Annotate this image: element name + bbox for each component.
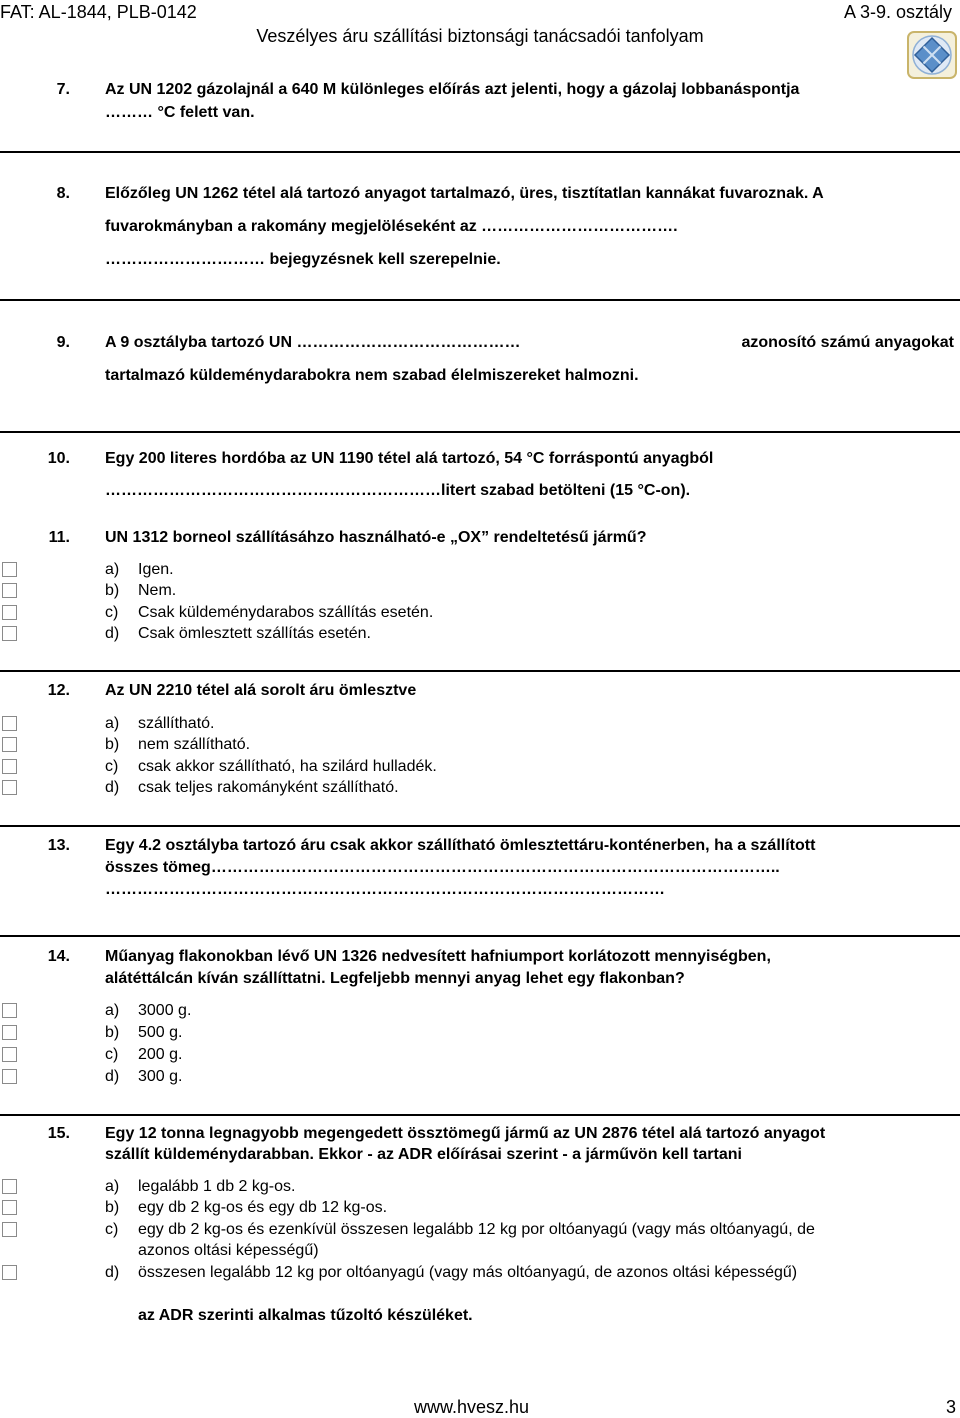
question-11-option-b[interactable] bbox=[0, 580, 960, 602]
question-15-option-b[interactable] bbox=[0, 1197, 960, 1219]
question-10-number: 10. bbox=[47, 450, 70, 467]
separator bbox=[0, 151, 960, 153]
answer-checkbox[interactable] bbox=[2, 1003, 17, 1018]
option-letter: b) bbox=[105, 1024, 120, 1041]
answer-checkbox[interactable] bbox=[2, 1069, 17, 1084]
option-text: egy db 2 kg-os és ezenkívül összesen legalább 12 kg por oltóanyagú (vagy más oltóanyagú, de bbox=[138, 1221, 815, 1238]
option-text: Nem. bbox=[138, 582, 177, 599]
question-15-number: 15. bbox=[47, 1125, 70, 1142]
answer-checkbox[interactable] bbox=[2, 716, 17, 731]
option-letter: c) bbox=[105, 758, 119, 775]
question-8-line-3: ………………………… bejegyzésnek kell szerepelnie. bbox=[105, 251, 501, 268]
answer-checkbox[interactable] bbox=[2, 605, 17, 620]
option-text: egy db 2 kg-os és egy db 12 kg-os. bbox=[138, 1199, 388, 1216]
option-text: Csak ömlesztett szállítás esetén. bbox=[138, 625, 371, 642]
question-15-line-1: Egy 12 tonna legnagyobb megengedett össztömegű jármű az UN 2876 tétel alá tartozó anyagot bbox=[105, 1125, 826, 1142]
option-letter: b) bbox=[105, 736, 120, 753]
question-11-text: UN 1312 borneol szállításáhzo használható-e „OX” rendeltetésű jármű? bbox=[105, 529, 647, 546]
question-13-line-2: összes tömeg…………………………………………………………………………………………….. bbox=[105, 859, 780, 876]
question-9-line-1a: A 9 osztályba tartozó UN …………………………………… bbox=[105, 334, 521, 351]
option-letter: d) bbox=[105, 1068, 120, 1085]
answer-checkbox[interactable] bbox=[2, 737, 17, 752]
question-11-option-d[interactable] bbox=[0, 623, 960, 645]
option-letter: c) bbox=[105, 1046, 119, 1063]
question-11-option-a[interactable] bbox=[0, 559, 960, 581]
option-letter: c) bbox=[105, 1221, 119, 1238]
option-letter: b) bbox=[105, 1199, 120, 1216]
question-15-option-c-continued bbox=[0, 1240, 960, 1262]
question-12-option-a[interactable] bbox=[0, 713, 960, 735]
question-14-option-b[interactable] bbox=[0, 1022, 960, 1044]
option-letter: d) bbox=[105, 779, 120, 796]
question-7-line-2: ……… °C felett van. bbox=[105, 104, 255, 121]
question-7-line-1: Az UN 1202 gázolajnál a 640 M különleges előírás azt jelenti, hogy a gázolaj lobbanáspontja bbox=[105, 81, 800, 98]
option-letter: d) bbox=[105, 1264, 120, 1281]
option-text: 3000 g. bbox=[138, 1002, 192, 1019]
question-12-option-b[interactable] bbox=[0, 734, 960, 756]
question-10-line-1: Egy 200 literes hordóba az UN 1190 tétel alá tartozó, 54 °C forráspontú anyagból bbox=[105, 450, 714, 467]
option-text: 200 g. bbox=[138, 1046, 183, 1063]
separator bbox=[0, 299, 960, 301]
option-text: 300 g. bbox=[138, 1068, 183, 1085]
question-12-option-d[interactable] bbox=[0, 777, 960, 799]
question-11-number: 11. bbox=[48, 529, 70, 546]
answer-checkbox[interactable] bbox=[2, 1222, 17, 1237]
header-subtitle: Veszélyes áru szállítási biztonsági tanácsadói tanfolyam bbox=[256, 26, 704, 46]
question-15-option-c[interactable] bbox=[0, 1219, 960, 1241]
option-letter: a) bbox=[105, 1002, 120, 1019]
question-14-line-1: Műanyag flakonokban lévő UN 1326 nedvesített hafniumport korlátozott mennyiségben, bbox=[105, 948, 771, 965]
logo-icon bbox=[907, 31, 957, 79]
answer-checkbox[interactable] bbox=[2, 562, 17, 577]
header-course-code: FAT: AL-1844, PLB-0142 bbox=[0, 2, 197, 22]
option-letter: a) bbox=[105, 715, 120, 732]
question-7-number: 7. bbox=[56, 81, 70, 98]
option-text: szállítható. bbox=[138, 715, 215, 732]
answer-checkbox[interactable] bbox=[2, 759, 17, 774]
option-text: azonos oltási képességű) bbox=[138, 1242, 319, 1259]
question-15-option-a[interactable] bbox=[0, 1176, 960, 1198]
option-letter: a) bbox=[105, 1178, 120, 1195]
answer-checkbox[interactable] bbox=[2, 1025, 17, 1040]
answer-checkbox[interactable] bbox=[2, 626, 17, 641]
question-15-line-2: szállít küldeménydarabban. Ekkor - az ADR előírásai szerint - a járművön kell tartani bbox=[105, 1146, 742, 1163]
question-12-number: 12. bbox=[47, 682, 70, 699]
question-14-option-c[interactable] bbox=[0, 1044, 960, 1066]
option-text: Igen. bbox=[138, 561, 174, 578]
question-14-option-a[interactable] bbox=[0, 1000, 960, 1022]
question-9-line-2: tartalmazó küldeménydarabokra nem szabad élelmiszereket halmozni. bbox=[105, 367, 639, 384]
question-13-number: 13. bbox=[47, 837, 70, 854]
question-10-line-2: ………………………………………………………litert szabad betölteni (15 °C-on). bbox=[105, 482, 691, 499]
option-text: csak teljes rakományként szállítható. bbox=[138, 779, 399, 796]
question-14-option-d[interactable] bbox=[0, 1066, 960, 1088]
header-class-label: A 3-9. osztály bbox=[843, 2, 952, 22]
question-14-number: 14. bbox=[47, 948, 70, 965]
answer-checkbox[interactable] bbox=[2, 1265, 17, 1280]
option-text: Csak küldeménydarabos szállítás esetén. bbox=[138, 604, 434, 621]
question-15-closing: az ADR szerinti alkalmas tűzoltó készüléket. bbox=[138, 1307, 473, 1324]
page-number: 3 bbox=[945, 1397, 956, 1417]
separator bbox=[0, 825, 960, 827]
question-12-text: Az UN 2210 tétel alá sorolt áru ömlesztve bbox=[105, 682, 417, 699]
question-8-line-1: Előzőleg UN 1262 tétel alá tartozó anyagot tartalmazó, üres, tisztítatlan kannákat fuvaroznak. A bbox=[105, 185, 824, 202]
question-15-option-d[interactable] bbox=[0, 1262, 960, 1284]
answer-checkbox[interactable] bbox=[2, 1179, 17, 1194]
footer-url: www.hvesz.hu bbox=[414, 1397, 530, 1417]
separator bbox=[0, 1114, 960, 1116]
question-13-line-1: Egy 4.2 osztályba tartozó áru csak akkor szállítható ömlesztettáru-konténerben, ha a szállított bbox=[105, 837, 816, 854]
question-9-number: 9. bbox=[56, 334, 70, 351]
answer-checkbox[interactable] bbox=[2, 780, 17, 795]
question-14-line-2: alátéttálcán kíván szállíttatni. Legfeljebb mennyi anyag lehet egy flakonban? bbox=[105, 970, 685, 987]
option-text: csak akkor szállítható, ha szilárd hulladék. bbox=[138, 758, 437, 775]
question-8-number: 8. bbox=[56, 185, 70, 202]
option-letter: c) bbox=[105, 604, 119, 621]
option-text: nem szállítható. bbox=[138, 736, 251, 753]
separator bbox=[0, 670, 960, 672]
option-letter: d) bbox=[105, 625, 120, 642]
separator bbox=[0, 431, 960, 433]
option-letter: a) bbox=[105, 561, 120, 578]
separator bbox=[0, 935, 960, 937]
question-8-line-2: fuvarokmányban a rakomány megjelöléseként az ………………………………. bbox=[105, 218, 678, 235]
answer-checkbox[interactable] bbox=[2, 1047, 17, 1062]
option-text: összesen legalább 12 kg por oltóanyagú (vagy más oltóanyagú, de azonos oltási képességű) bbox=[138, 1264, 798, 1281]
answer-checkbox[interactable] bbox=[2, 583, 17, 598]
option-text: legalább 1 db 2 kg-os. bbox=[138, 1178, 296, 1195]
question-13-line-3: …………………………………………………………………………………………… bbox=[105, 881, 665, 898]
question-11-option-c[interactable] bbox=[0, 602, 960, 624]
option-text: 500 g. bbox=[138, 1024, 183, 1041]
question-9-line-1b: azonosító számú anyagokat bbox=[741, 334, 954, 351]
question-12-option-c[interactable] bbox=[0, 756, 960, 778]
option-letter: b) bbox=[105, 582, 120, 599]
answer-checkbox[interactable] bbox=[2, 1200, 17, 1215]
